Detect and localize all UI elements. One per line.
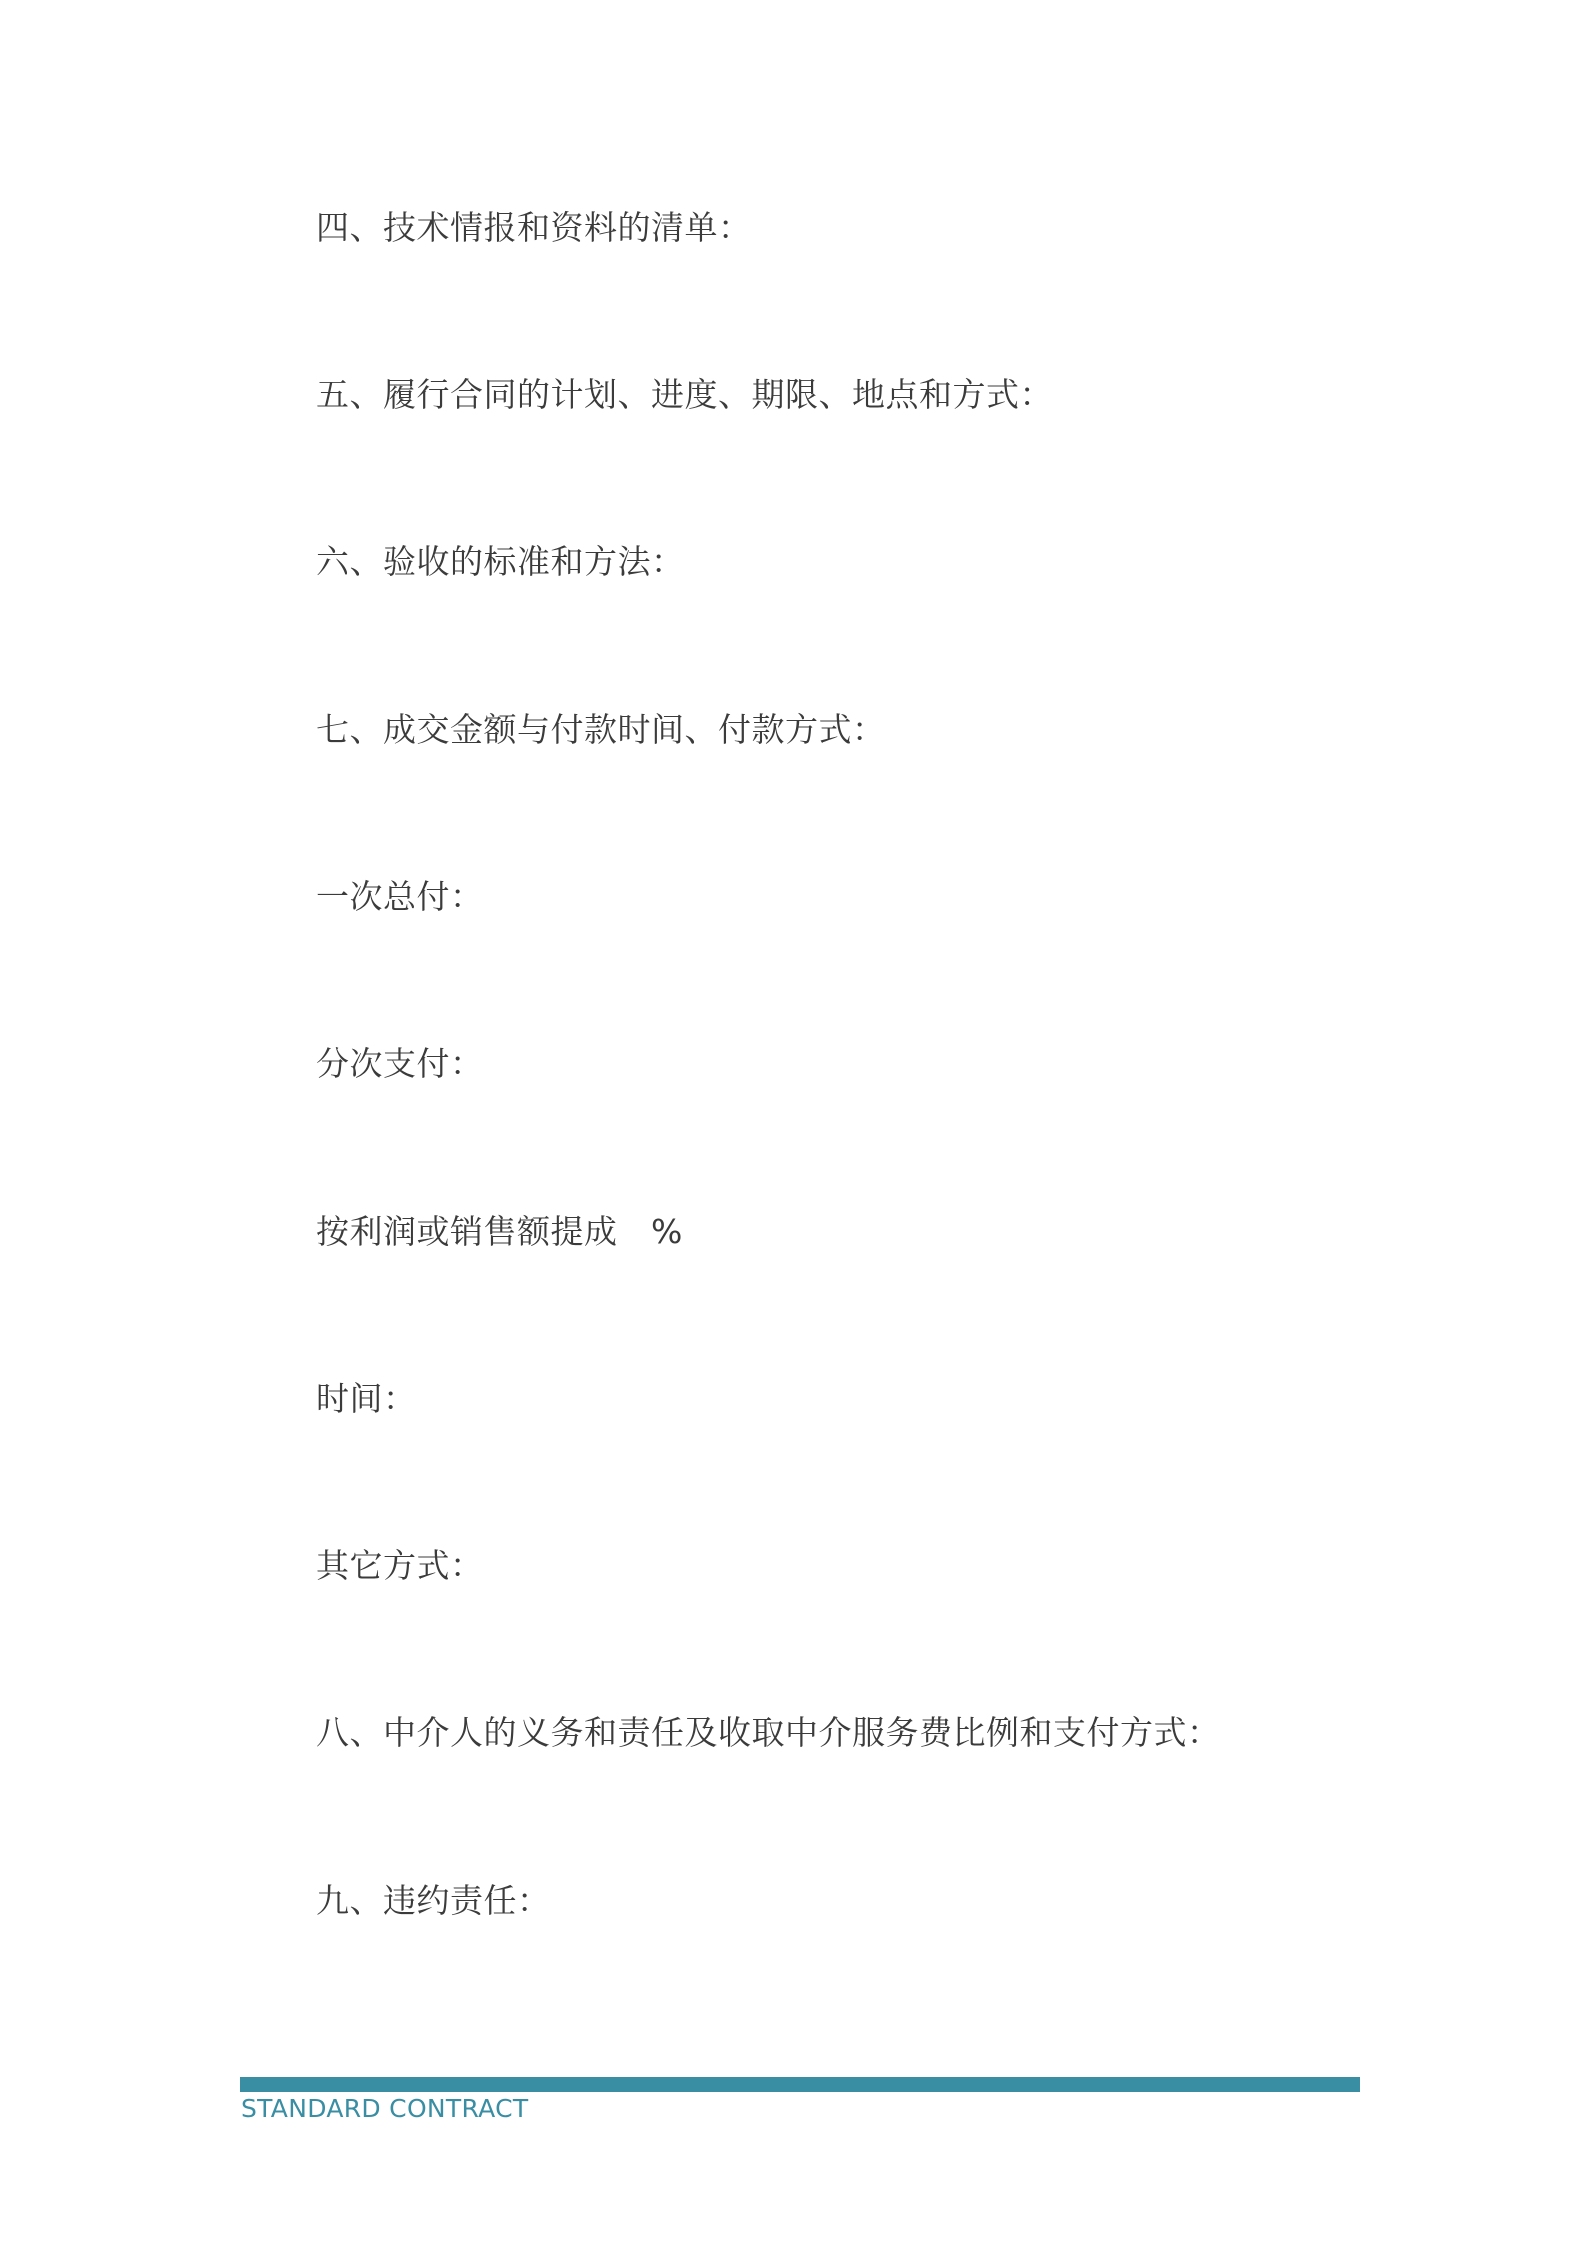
- payment-installments: 分次支付：: [316, 1044, 484, 1083]
- section-intermediary-duties: 八、中介人的义务和责任及收取中介服务费比例和支付方式：: [316, 1713, 1221, 1752]
- section-technical-info-list: 四、技术情报和资料的清单：: [316, 208, 752, 247]
- payment-time: 时间：: [316, 1379, 417, 1418]
- section-performance-plan: 五、履行合同的计划、进度、期限、地点和方式：: [316, 375, 1053, 414]
- section-breach-liability: 九、违约责任：: [316, 1881, 551, 1920]
- payment-royalty-percent: 按利润或销售额提成 %: [316, 1212, 683, 1251]
- payment-other-method: 其它方式：: [316, 1546, 484, 1585]
- section-acceptance-standards: 六、验收的标准和方法：: [316, 542, 685, 581]
- section-payment-terms: 七、成交金额与付款时间、付款方式：: [316, 710, 886, 749]
- payment-lump-sum: 一次总付：: [316, 877, 484, 916]
- footer-label: STANDARD CONTRACT: [241, 2094, 529, 2123]
- footer-divider-bar: [240, 2077, 1360, 2092]
